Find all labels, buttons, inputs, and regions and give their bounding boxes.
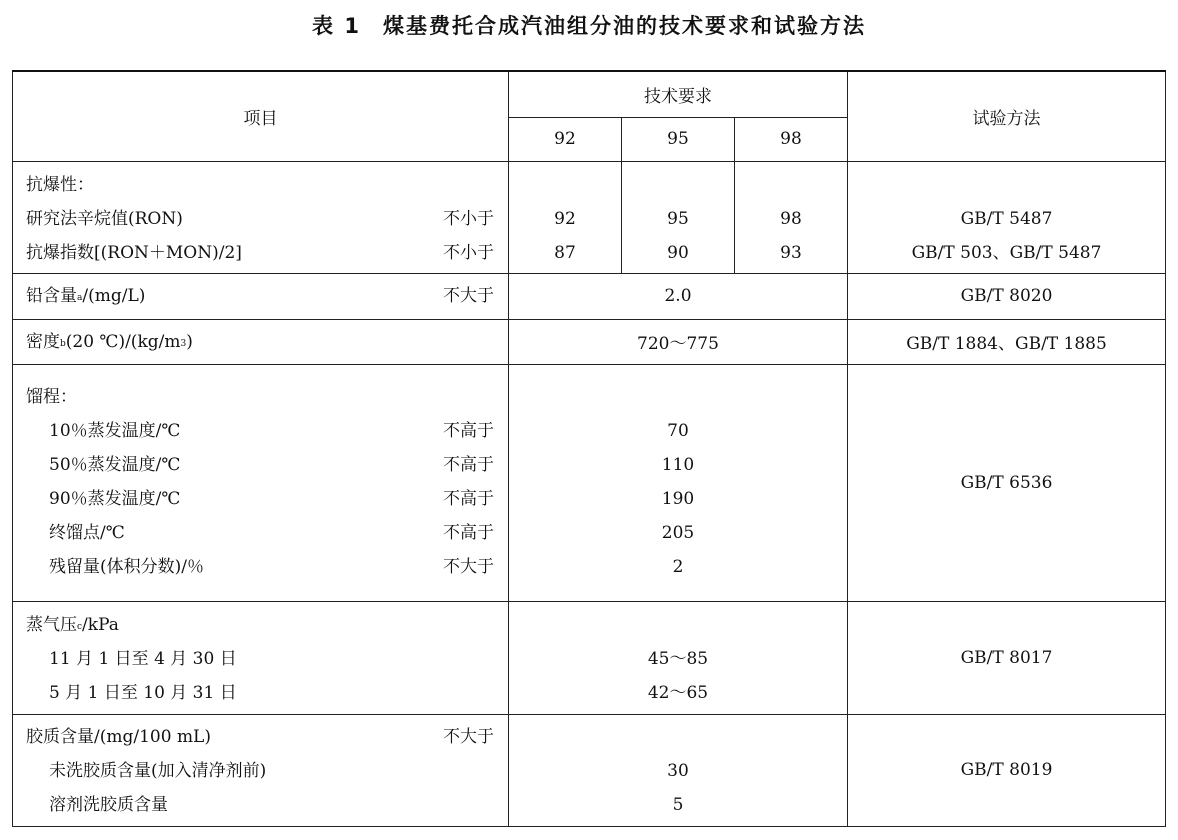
distillation-condition: 不大于 [443, 556, 494, 577]
spec-table [12, 70, 1166, 827]
distillation-value: 2 [672, 556, 684, 577]
antiknock-95-cell [622, 161, 735, 273]
vapor-note: c [77, 621, 83, 632]
distillation-label: 90％蒸发温度/℃ [49, 488, 181, 509]
vapor-method: GB/T 8017 [848, 601, 1166, 714]
antiknock-method-cell [848, 161, 1166, 273]
distillation-value: 190 [661, 488, 695, 509]
distillation-value: 205 [661, 522, 695, 543]
gum-sub-label: 未洗胶质含量(加入清净剂前) [49, 760, 267, 781]
ron-method: GB/T 5487 [960, 208, 1053, 229]
distillation-value: 110 [661, 454, 695, 475]
index-value-95: 90 [667, 242, 689, 263]
gum-value: 5 [672, 794, 684, 815]
ron-condition: 不小于 [443, 208, 494, 229]
lead-value: 2.0 [509, 273, 848, 319]
vapor-period-label: 5 月 1 日至 10 月 31 日 [49, 682, 237, 703]
distillation-condition: 不高于 [443, 488, 494, 509]
distillation-row [13, 482, 508, 516]
index-row [13, 236, 508, 270]
vapor-item-cell [13, 601, 509, 714]
gum-value: 30 [667, 760, 689, 781]
distillation-row [13, 516, 508, 550]
distillation-values-cell [509, 364, 848, 601]
density-unit: (20 ℃)/(kg/m [65, 331, 181, 352]
distillation-row [13, 550, 508, 584]
antiknock-heading: 抗爆性： [26, 174, 94, 195]
ron-value-92: 92 [554, 208, 576, 229]
distillation-label: 10％蒸发温度/℃ [49, 420, 181, 441]
density-label: 密度 [26, 331, 60, 352]
distillation-condition: 不高于 [443, 454, 494, 475]
header-grade-95: 95 [622, 117, 735, 161]
header-item: 项目 [13, 71, 509, 161]
header-grade-98: 98 [735, 117, 848, 161]
distillation-method: GB/T 6536 [848, 364, 1166, 601]
header-method: 试验方法 [848, 71, 1166, 161]
ron-value-98: 98 [780, 208, 802, 229]
vapor-unit: /kPa [82, 614, 119, 635]
header-tech-req: 技术要求 [509, 71, 848, 117]
vapor-label: 蒸气压 [26, 614, 77, 635]
index-value-92: 87 [554, 242, 576, 263]
distillation-heading: 馏程： [26, 386, 77, 407]
index-value-98: 93 [780, 242, 802, 263]
lead-condition: 不大于 [443, 286, 494, 306]
density-note: b [60, 338, 66, 349]
distillation-row [13, 414, 508, 448]
header-grade-92: 92 [509, 117, 622, 161]
lead-label: 铅含量 [26, 286, 77, 306]
gum-condition: 不大于 [443, 726, 494, 747]
vapor-period-label: 11 月 1 日至 4 月 30 日 [49, 648, 237, 669]
distillation-label: 残留量(体积分数)/％ [49, 556, 204, 577]
table-number: 表 1 [312, 14, 361, 38]
distillation-item-cell [13, 364, 509, 601]
gum-sub-label: 溶剂洗胶质含量 [49, 794, 168, 815]
lead-item-cell [13, 273, 509, 319]
ron-value-95: 95 [667, 208, 689, 229]
ron-row [13, 202, 508, 236]
index-label: 抗爆指数[(RON＋MON)/2] [26, 242, 242, 263]
antiknock-item-cell [13, 161, 509, 273]
table-title-text: 煤基费托合成汽油组分油的技术要求和试验方法 [382, 14, 866, 38]
lead-method: GB/T 8020 [848, 273, 1166, 319]
antiknock-92-cell [509, 161, 622, 273]
table-title [0, 10, 1178, 40]
distillation-label: 50％蒸发温度/℃ [49, 454, 181, 475]
distillation-value: 70 [667, 420, 689, 441]
gum-values-cell [509, 714, 848, 826]
vapor-value: 42～65 [647, 682, 709, 703]
lead-unit: /(mg/L) [82, 286, 146, 306]
density-value: 720～775 [509, 319, 848, 364]
vapor-values-cell [509, 601, 848, 714]
density-item-cell [13, 319, 509, 364]
distillation-label: 终馏点/℃ [49, 522, 125, 543]
lead-note: a [77, 293, 83, 303]
density-unit-sup: 3 [180, 338, 187, 349]
index-condition: 不小于 [443, 242, 494, 263]
gum-label: 胶质含量/(mg/100 mL) [26, 726, 211, 747]
distillation-condition: 不高于 [443, 420, 494, 441]
antiknock-98-cell [735, 161, 848, 273]
vapor-value: 45～85 [647, 648, 709, 669]
density-unit-end: ) [186, 331, 193, 352]
gum-method: GB/T 8019 [848, 714, 1166, 826]
ron-label: 研究法辛烷值(RON) [26, 208, 183, 229]
gum-item-cell [13, 714, 509, 826]
distillation-row [13, 448, 508, 482]
density-method: GB/T 1884、GB/T 1885 [848, 319, 1166, 364]
index-method: GB/T 503、GB/T 5487 [911, 242, 1102, 263]
distillation-condition: 不高于 [443, 522, 494, 543]
